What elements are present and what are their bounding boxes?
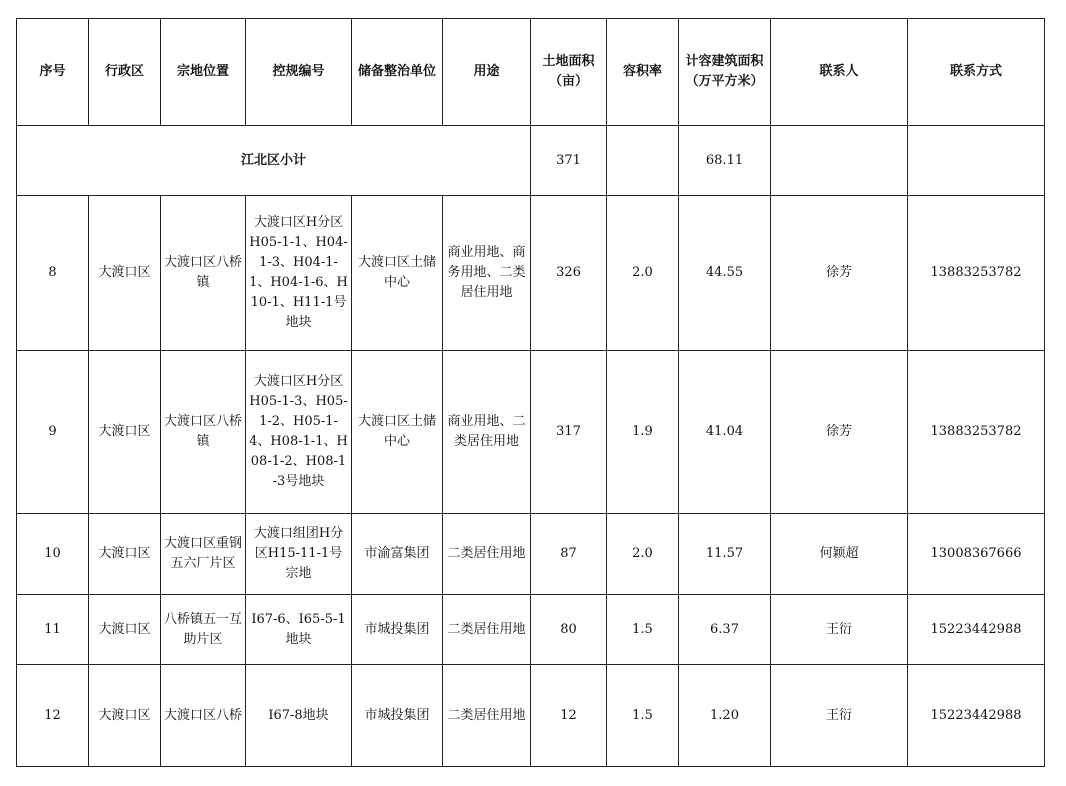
header-cell: 序号 <box>17 19 89 126</box>
cell-phone: 15223442988 <box>908 665 1045 767</box>
header-cell: 宗地位置 <box>161 19 246 126</box>
cell-no: 10 <box>17 514 89 595</box>
cell-unit: 大渡口区土储中心 <box>352 351 443 514</box>
header-cell: 联系方式 <box>908 19 1045 126</box>
subtotal-label: 江北区小计 <box>17 126 531 196</box>
cell-contact: 徐芳 <box>771 196 908 351</box>
cell-code: I67-6、I65-5-1地块 <box>246 595 352 665</box>
cell-district: 大渡口区 <box>89 665 161 767</box>
header-cell: 计容建筑面积 （万平方米） <box>679 19 771 126</box>
cell-use: 商业用地、商务用地、二类居住用地 <box>443 196 531 351</box>
cell-location: 大渡口区八桥镇 <box>161 351 246 514</box>
header-cell: 用途 <box>443 19 531 126</box>
header-cell: 联系人 <box>771 19 908 126</box>
cell-area: 317 <box>531 351 607 514</box>
cell-building-area: 11.57 <box>679 514 771 595</box>
cell-unit: 市城投集团 <box>352 665 443 767</box>
cell-code: I67-8地块 <box>246 665 352 767</box>
cell-phone: 15223442988 <box>908 595 1045 665</box>
subtotal-building-area: 68.11 <box>679 126 771 196</box>
table-row <box>17 196 1045 351</box>
header-cell: 控规编号 <box>246 19 352 126</box>
header-cell: 容积率 <box>607 19 679 126</box>
cell-use: 二类居住用地 <box>443 514 531 595</box>
header-row <box>17 19 1045 126</box>
cell-district: 大渡口区 <box>89 196 161 351</box>
cell-location: 大渡口区八桥镇 <box>161 196 246 351</box>
table-row <box>17 595 1045 665</box>
cell-district: 大渡口区 <box>89 595 161 665</box>
cell-building-area: 44.55 <box>679 196 771 351</box>
cell-area: 12 <box>531 665 607 767</box>
cell-contact: 王衍 <box>771 665 908 767</box>
cell-district: 大渡口区 <box>89 351 161 514</box>
cell-code: 大渡口区H分区H05-1-1、H04-1-3、H04-1-1、H04-1-6、H10-1、H11-1号地块 <box>246 196 352 351</box>
cell-building-area: 1.20 <box>679 665 771 767</box>
cell-contact: 何颖超 <box>771 514 908 595</box>
cell-location: 大渡口区八桥 <box>161 665 246 767</box>
cell-area: 80 <box>531 595 607 665</box>
cell-far: 2.0 <box>607 196 679 351</box>
cell-no: 8 <box>17 196 89 351</box>
cell-unit: 市城投集团 <box>352 595 443 665</box>
cell-location: 大渡口区重钢五六厂片区 <box>161 514 246 595</box>
land-reserve-table-sheet <box>16 18 1045 767</box>
cell-no: 11 <box>17 595 89 665</box>
subtotal-row <box>17 126 1045 196</box>
cell-use: 二类居住用地 <box>443 665 531 767</box>
cell-no: 12 <box>17 665 89 767</box>
cell-far: 1.5 <box>607 665 679 767</box>
header-cell: 行政区 <box>89 19 161 126</box>
cell-use: 商业用地、二类居住用地 <box>443 351 531 514</box>
cell-far: 1.9 <box>607 351 679 514</box>
cell-contact: 徐芳 <box>771 351 908 514</box>
cell-use: 二类居住用地 <box>443 595 531 665</box>
cell-code: 大渡口组团H分区H15-11-1号宗地 <box>246 514 352 595</box>
header-cell: 土地面积 （亩） <box>531 19 607 126</box>
cell-phone: 13883253782 <box>908 196 1045 351</box>
subtotal-area: 371 <box>531 126 607 196</box>
table-row <box>17 514 1045 595</box>
cell-phone: 13008367666 <box>908 514 1045 595</box>
cell-code: 大渡口区H分区H05-1-3、H05-1-2、H05-1-4、H08-1-1、H08-1-2、H08-1-3号地块 <box>246 351 352 514</box>
cell-unit: 市渝富集团 <box>352 514 443 595</box>
cell-far: 1.5 <box>607 595 679 665</box>
cell-building-area: 41.04 <box>679 351 771 514</box>
cell-contact: 王衍 <box>771 595 908 665</box>
cell-location: 八桥镇五一互助片区 <box>161 595 246 665</box>
land-reserve-table <box>16 18 1045 767</box>
header-cell: 储备整治单位 <box>352 19 443 126</box>
cell-far: 2.0 <box>607 514 679 595</box>
cell-area: 326 <box>531 196 607 351</box>
cell-unit: 大渡口区土储中心 <box>352 196 443 351</box>
cell-district: 大渡口区 <box>89 514 161 595</box>
cell-area: 87 <box>531 514 607 595</box>
subtotal-contact <box>771 126 908 196</box>
cell-no: 9 <box>17 351 89 514</box>
cell-building-area: 6.37 <box>679 595 771 665</box>
subtotal-far <box>607 126 679 196</box>
subtotal-phone <box>908 126 1045 196</box>
table-row <box>17 351 1045 514</box>
table-row <box>17 665 1045 767</box>
cell-phone: 13883253782 <box>908 351 1045 514</box>
